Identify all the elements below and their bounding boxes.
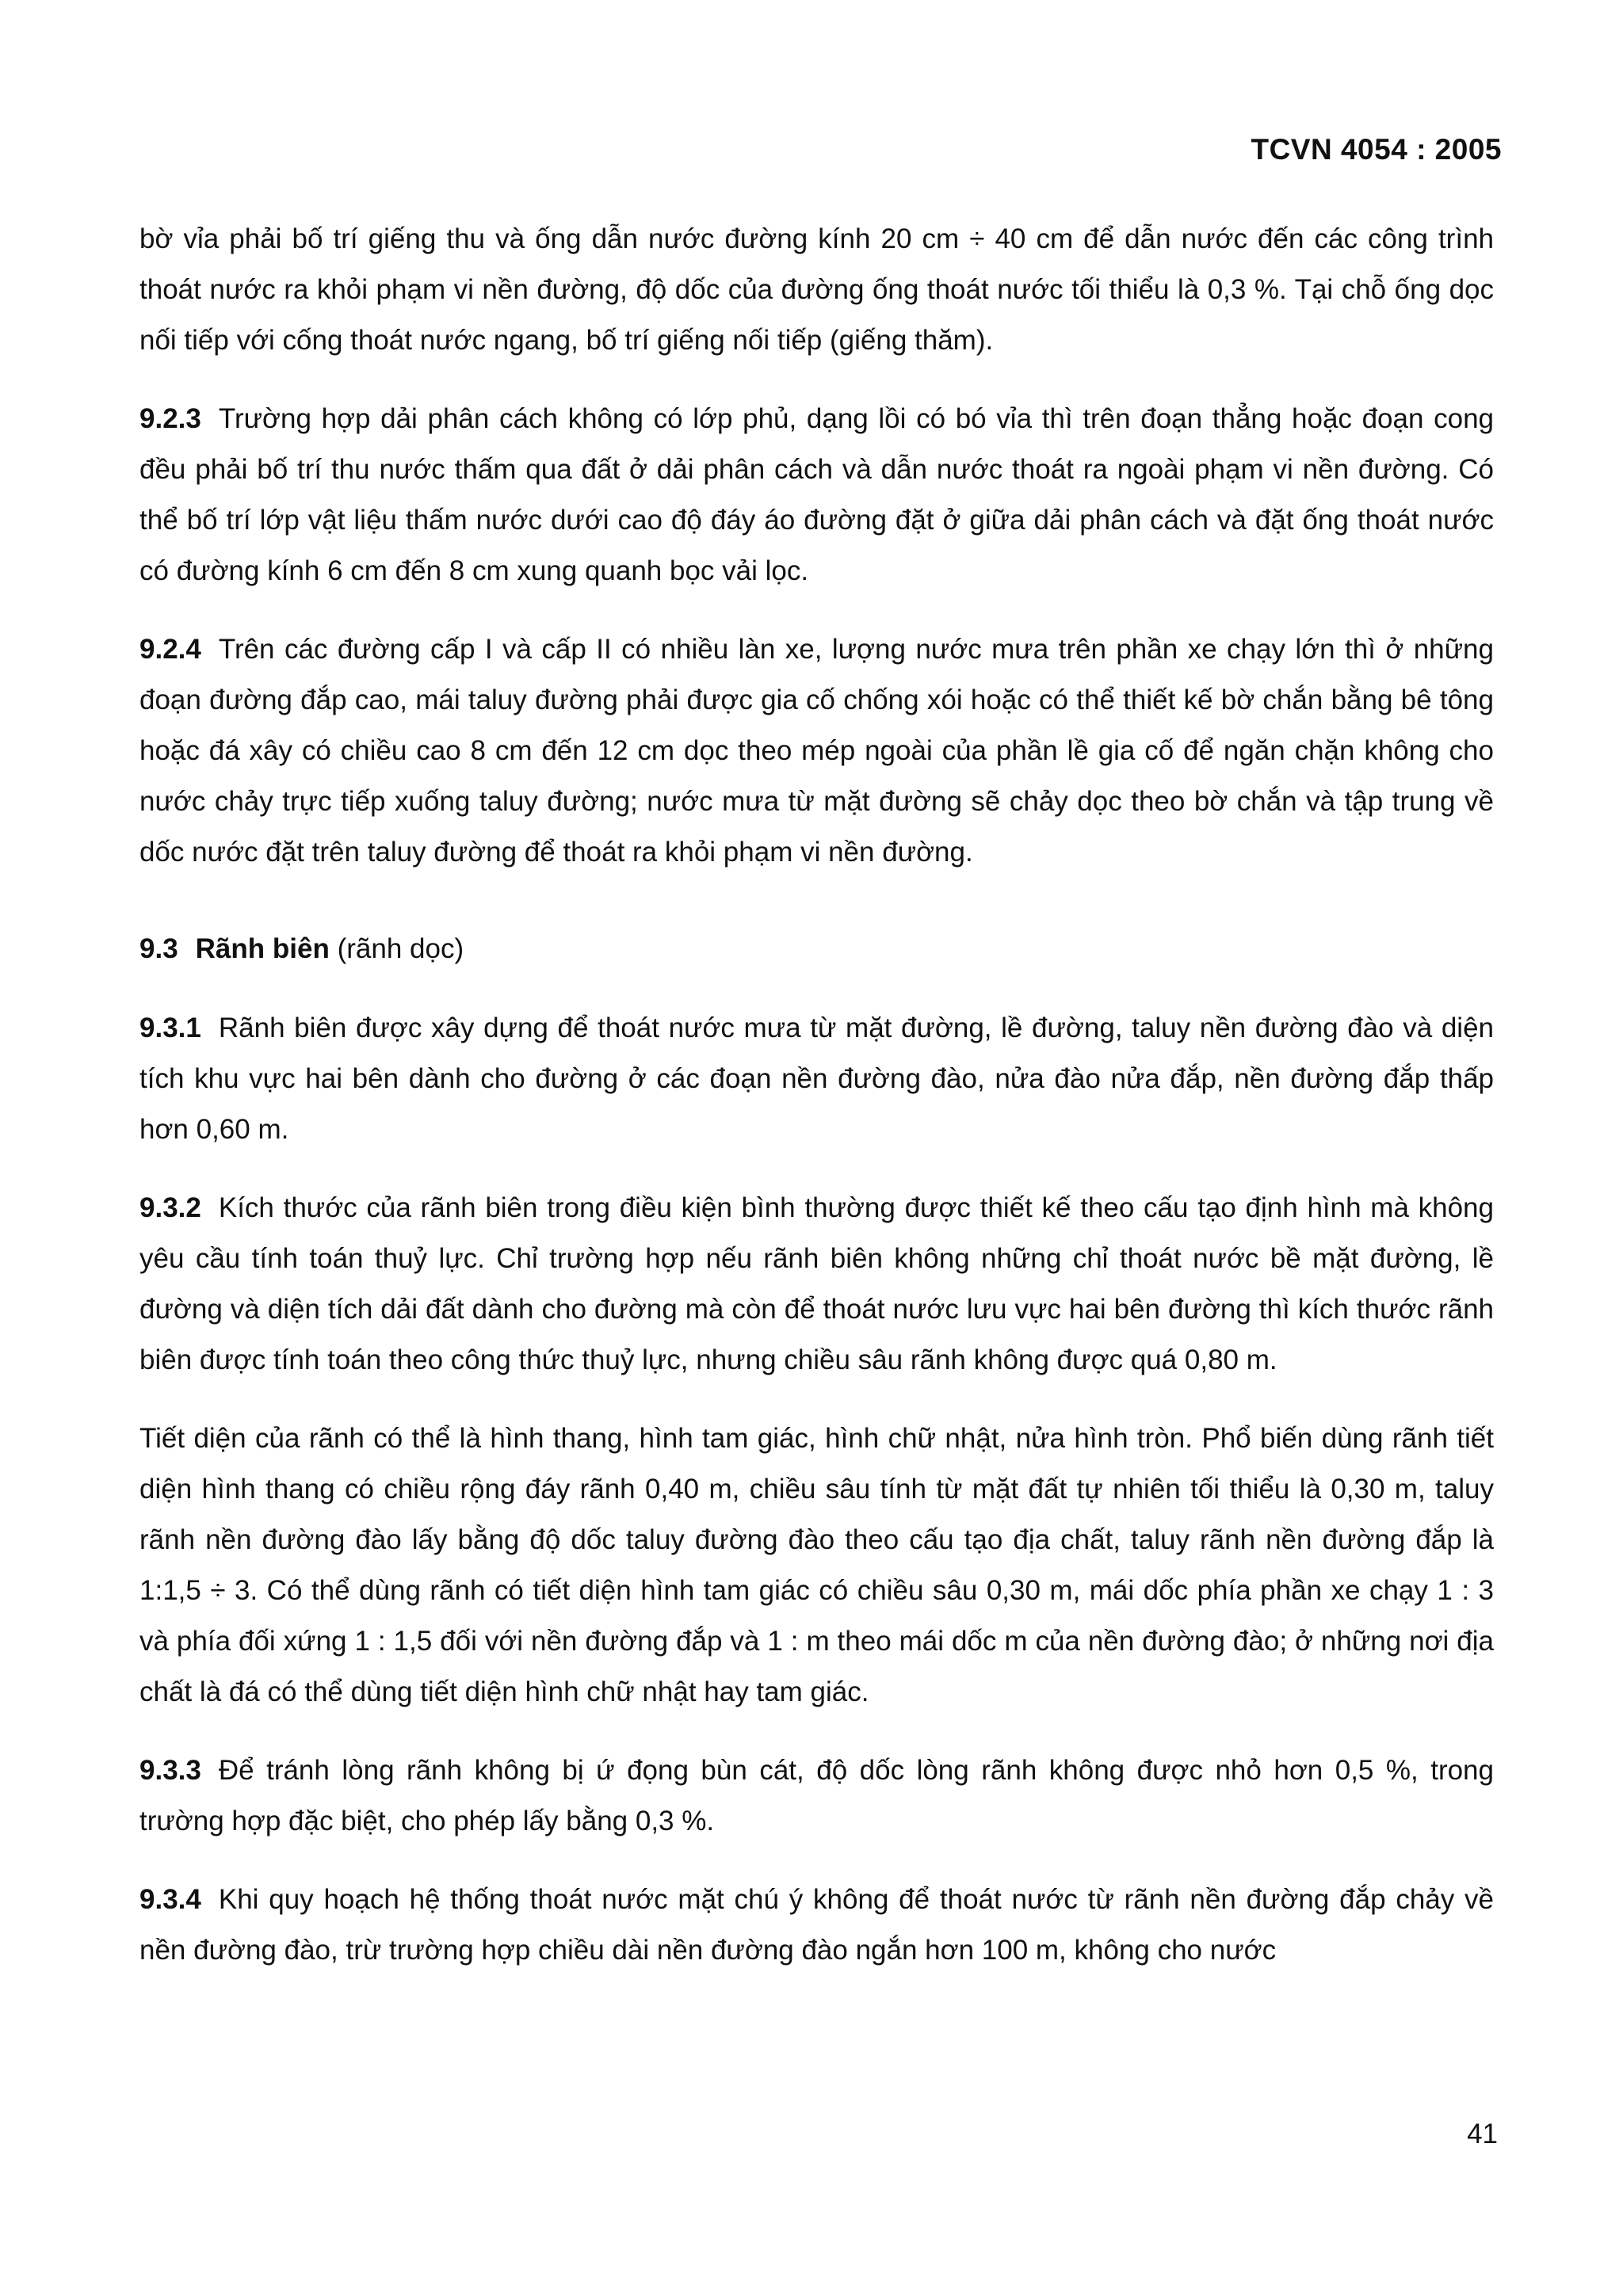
paragraph-9-3-3: [139, 1745, 1494, 1847]
section-heading: [139, 924, 1494, 974]
paragraph-text: bờ vỉa phải bố trí giếng thu và ống dẫn nước đường kính 20 cm ÷ 40 cm để dẫn nước đến các công trình thoát nước ra khỏi phạm vi nền đường, độ dốc của đường ống thoát nước tối thiểu là 0,3 %. Tại chỗ ống dọc nối tiếp với cống thoát nước ngang, bố trí giếng nối tiếp (giếng thăm).: [139, 223, 1494, 356]
document-body: [139, 214, 1494, 2004]
section-title: Rãnh biên: [195, 933, 330, 964]
paragraph-text: Rãnh biên được xây dựng để thoát nước mưa từ mặt đường, lề đường, taluy nền đường đào và diện tích khu vực hai bên dành cho đường ở các đoạn nền đường đào, nửa đào nửa đắp, nền đường đắp thấp hơn 0,60 m.: [139, 1013, 1494, 1145]
paragraph-cross-section: [139, 1413, 1494, 1718]
paragraph-9-3-1: [139, 1003, 1494, 1155]
paragraph-continued: [139, 214, 1494, 366]
clause-number: 9.3.3: [139, 1755, 201, 1786]
standard-header: TCVN 4054 : 2005: [1251, 133, 1502, 166]
clause-number: 9.3.4: [139, 1884, 201, 1915]
paragraph-text: Để tránh lòng rãnh không bị ứ đọng bùn cát, độ dốc lòng rãnh không được nhỏ hơn 0,5 %, trong trường hợp đặc biệt, cho phép lấy bằng 0,3 %.: [139, 1755, 1494, 1836]
clause-number: 9.2.3: [139, 403, 201, 434]
paragraph-text: Khi quy hoạch hệ thống thoát nước mặt chú ý không để thoát nước từ rãnh nền đường đắp chảy về nền đường đào, trừ trường hợp chiều dài nền đường đào ngắn hơn 100 m, không cho nước: [139, 1884, 1494, 1966]
section-subtitle: (rãnh dọc): [337, 933, 464, 964]
clause-number: 9.3.2: [139, 1192, 201, 1223]
paragraph-9-3-4: [139, 1875, 1494, 1976]
clause-number: 9.3.1: [139, 1013, 201, 1043]
page-number: 41: [1467, 2119, 1498, 2149]
paragraph-text: Trên các đường cấp I và cấp II có nhiều làn xe, lượng nước mưa trên phần xe chạy lớn thì ở những đoạn đường đắp cao, mái taluy đường phải được gia cố chống xói hoặc có thể thiết kế bờ chắn bằng bê tông hoặc đá xây có chiều cao 8 cm đến 12 cm dọc theo mép ngoài của phần lề gia cố để ngăn chặn không cho nước chảy trực tiếp xuống taluy đường; nước mưa từ mặt đường sẽ chảy dọc theo bờ chắn và tập trung về dốc nước đặt trên taluy đường để thoát ra khỏi phạm vi nền đường.: [139, 634, 1494, 868]
section-number: 9.3: [139, 933, 178, 964]
clause-number: 9.2.4: [139, 634, 201, 665]
paragraph-text: Trường hợp dải phân cách không có lớp phủ, dạng lồi có bó vỉa thì trên đoạn thẳng hoặc đoạn cong đều phải bố trí thu nước thấm qua đất ở dải phân cách và dẫn nước thoát ra ngoài phạm vi nền đường. Có thể bố trí lớp vật liệu thấm nước dưới cao độ đáy áo đường đặt ở giữa dải phân cách và đặt ống thoát nước có đường kính 6 cm đến 8 cm xung quanh bọc vải lọc.: [139, 403, 1494, 586]
paragraph-9-2-4: [139, 624, 1494, 878]
paragraph-9-3-2: [139, 1183, 1494, 1386]
paragraph-text: Kích thước của rãnh biên trong điều kiện bình thường được thiết kế theo cấu tạo định hình mà không yêu cầu tính toán thuỷ lực. Chỉ trường hợp nếu rãnh biên không những chỉ thoát nước bề mặt đường, lề đường và diện tích dải đất dành cho đường mà còn để thoát nước lưu vực hai bên đường thì kích thước rãnh biên được tính toán theo công thức thuỷ lực, nhưng chiều sâu rãnh không được quá 0,80 m.: [139, 1192, 1494, 1375]
paragraph-9-2-3: [139, 394, 1494, 597]
paragraph-text: Tiết diện của rãnh có thể là hình thang, hình tam giác, hình chữ nhật, nửa hình tròn. Phổ biến dùng rãnh tiết diện hình thang có chiều rộng đáy rãnh 0,40 m, chiều sâu tính từ mặt đất tự nhiên tối thiểu là 0,30 m, taluy rãnh nền đường đào lấy bằng độ dốc taluy đường đào theo cấu tạo địa chất, taluy rãnh nền đường đắp là 1:1,5 ÷ 3. Có thể dùng rãnh có tiết diện hình tam giác có chiều sâu 0,30 m, mái dốc phía phần xe chạy 1 : 3 và phía đối xứng 1 : 1,5 đối với nền đường đắp và 1 : m theo mái dốc m của nền đường đào; ở những nơi địa chất là đá có thể dùng tiết diện hình chữ nhật hay tam giác.: [139, 1423, 1494, 1707]
